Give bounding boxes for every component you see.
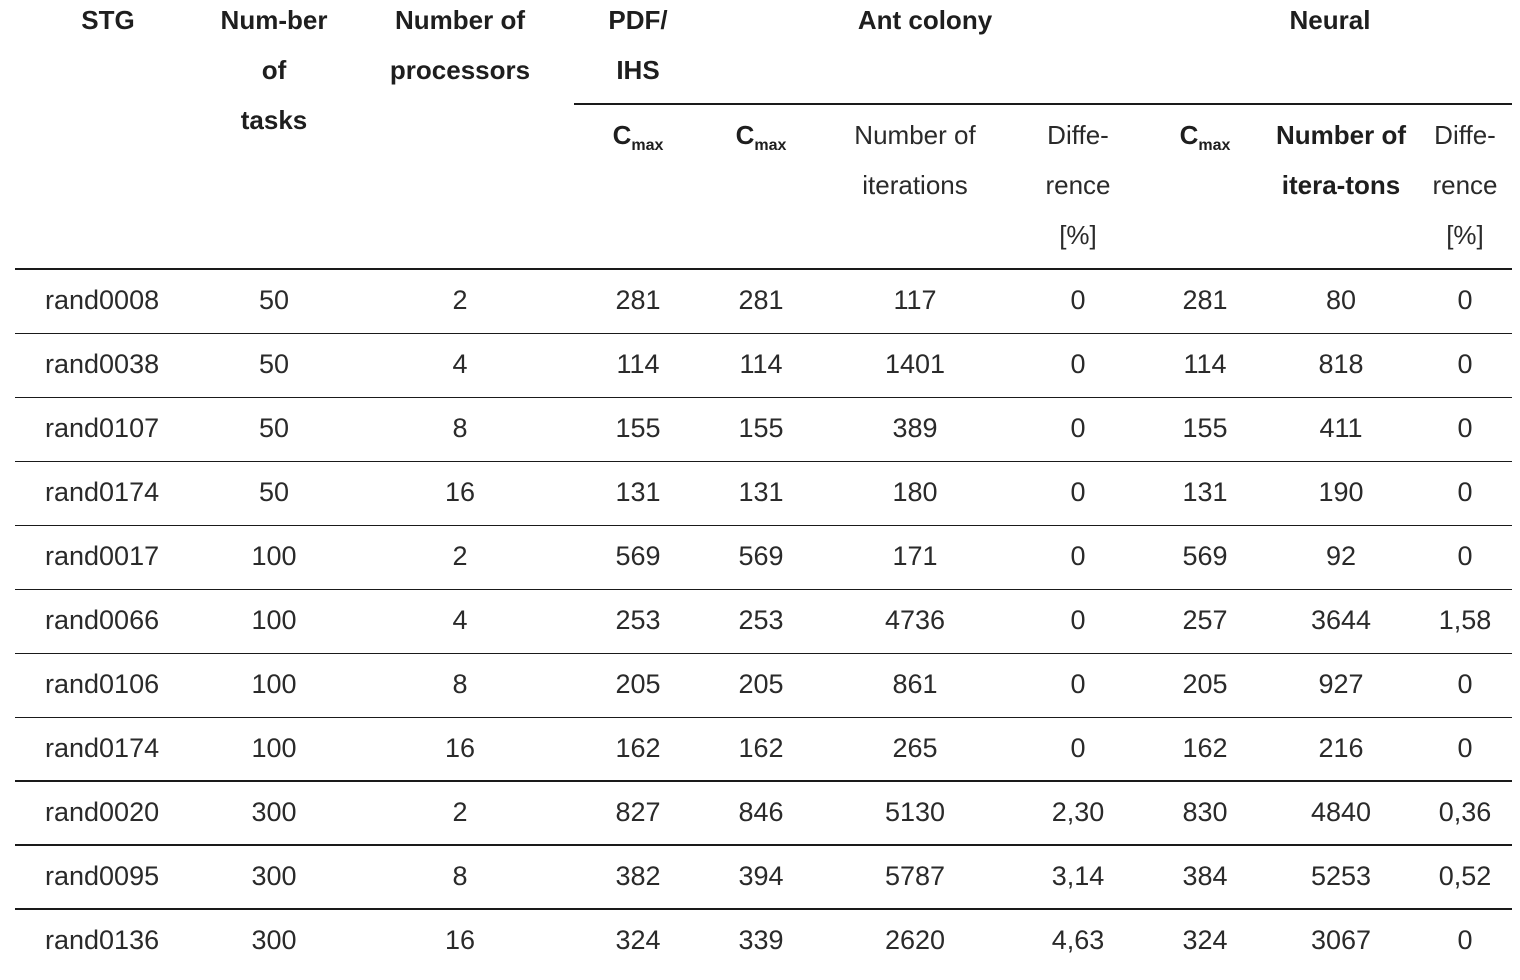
subheader-ant-difference (1028, 110, 1128, 260)
cell-ant-cmax: 394 (738, 861, 784, 891)
header-number-of-tasks (200, 0, 348, 145)
header-tasks-line2: of (261, 55, 287, 85)
cell-neural-cmax: 114 (1183, 349, 1227, 379)
cell-neural-difference: 1,58 (1438, 605, 1492, 635)
header-tasks-line3: tasks (240, 105, 308, 135)
header-pdf-line1: PDF/ (608, 5, 668, 35)
cell-neural-difference: 0 (1457, 477, 1473, 507)
cell-neural-cmax: 324 (1182, 925, 1228, 955)
cell-pdf-cmax: 205 (615, 669, 661, 699)
header-stg (58, 0, 158, 45)
cell-neural-cmax: 384 (1182, 861, 1228, 891)
nn-diff-line2: rence (1432, 170, 1498, 200)
subheader-ant-iterations (830, 110, 1000, 210)
cell-neural-difference: 0,52 (1438, 861, 1492, 891)
cell-ant-cmax: 114 (739, 349, 783, 379)
cell-neural-iterations: 4840 (1310, 797, 1372, 827)
cell-tasks: 50 (258, 477, 290, 507)
cell-processors: 8 (452, 669, 468, 699)
cell-neural-iterations: 818 (1318, 349, 1364, 379)
header-group-rule (574, 103, 1512, 105)
cell-ant-iterations: 265 (892, 733, 938, 763)
header-ant-label: Ant colony (857, 5, 993, 35)
cell-processors: 16 (444, 733, 476, 763)
cell-ant-difference: 2,30 (1051, 797, 1105, 827)
cell-ant-difference: 0 (1070, 605, 1086, 635)
cell-neural-cmax: 155 (1182, 413, 1228, 443)
subheader-ant-cmax (721, 110, 801, 171)
cell-ant-cmax: 162 (738, 733, 784, 763)
cell-processors: 4 (452, 349, 468, 379)
subheader-neural-iterations (1262, 110, 1420, 210)
cell-tasks: 300 (251, 797, 297, 827)
cell-neural-iterations: 3067 (1310, 925, 1372, 955)
table-row (15, 270, 1512, 334)
cmax-c: C (612, 120, 632, 150)
header-processors-line1: Number of (395, 5, 525, 35)
cell-processors: 4 (452, 605, 468, 635)
cell-ant-iterations: 861 (892, 669, 938, 699)
cell-neural-difference: 0 (1457, 925, 1473, 955)
cell-neural-cmax: 162 (1182, 733, 1228, 763)
table-row (15, 462, 1512, 526)
cell-stg: rand0136 (45, 925, 160, 955)
cmax-c: C (735, 120, 755, 150)
cell-pdf-cmax: 569 (615, 541, 661, 571)
cell-processors: 16 (444, 477, 476, 507)
cmax-subscript: max (631, 137, 664, 154)
header-processors-line2: processors (389, 55, 531, 85)
table-row (15, 334, 1512, 398)
table-row (15, 782, 1512, 846)
cell-stg: rand0174 (45, 733, 160, 763)
cell-neural-difference: 0 (1457, 285, 1473, 315)
cell-neural-cmax: 205 (1182, 669, 1228, 699)
cell-neural-cmax: 257 (1182, 605, 1228, 635)
cell-neural-iterations: 216 (1318, 733, 1364, 763)
header-ant-colony (790, 0, 1060, 45)
cell-ant-cmax: 155 (738, 413, 784, 443)
cell-stg: rand0020 (45, 797, 160, 827)
nn-diff-line3: [%] (1446, 220, 1484, 250)
ant-iter-line2: iterations (862, 170, 968, 200)
cell-ant-iterations: 171 (892, 541, 938, 571)
cell-stg: rand0066 (45, 605, 160, 635)
cell-stg: rand0106 (45, 669, 160, 699)
cell-neural-iterations: 190 (1318, 477, 1364, 507)
cell-processors: 2 (452, 285, 468, 315)
cell-neural-iterations: 80 (1325, 285, 1357, 315)
cell-ant-difference: 0 (1070, 669, 1086, 699)
cell-ant-difference: 0 (1070, 349, 1086, 379)
cell-ant-cmax: 205 (738, 669, 784, 699)
cell-neural-cmax: 131 (1182, 477, 1228, 507)
subheader-neural-cmax (1165, 110, 1245, 171)
cell-neural-cmax: 830 (1182, 797, 1228, 827)
cell-ant-difference: 0 (1070, 477, 1086, 507)
table-row (15, 398, 1512, 462)
ant-diff-line1: Diffe- (1047, 120, 1109, 150)
nn-iter-line1: Number of (1276, 120, 1406, 150)
header-neural (1230, 0, 1430, 45)
cell-neural-difference: 0 (1457, 733, 1473, 763)
subheader-pdf-cmax (598, 110, 678, 171)
cell-tasks: 50 (258, 413, 290, 443)
cell-ant-cmax: 131 (738, 477, 784, 507)
table-row (15, 590, 1512, 654)
cell-neural-difference: 0,36 (1438, 797, 1492, 827)
cell-tasks: 100 (251, 605, 297, 635)
cell-pdf-cmax: 324 (615, 925, 661, 955)
cell-tasks: 50 (258, 285, 290, 315)
ant-diff-line3: [%] (1059, 220, 1097, 250)
cell-ant-difference: 0 (1070, 541, 1086, 571)
cell-neural-iterations: 92 (1325, 541, 1357, 571)
table-row (15, 846, 1512, 910)
cell-pdf-cmax: 131 (615, 477, 661, 507)
cell-stg: rand0008 (45, 285, 160, 315)
cell-tasks: 100 (251, 541, 297, 571)
ant-iter-line1: Number of (854, 120, 976, 150)
cell-ant-cmax: 569 (738, 541, 784, 571)
nn-iter-line2: itera-tons (1281, 170, 1401, 200)
cell-ant-cmax: 281 (738, 285, 784, 315)
cell-ant-cmax: 253 (738, 605, 784, 635)
cell-stg: rand0107 (45, 413, 160, 443)
cell-neural-difference: 0 (1457, 413, 1473, 443)
cell-pdf-cmax: 382 (615, 861, 661, 891)
cell-neural-cmax: 569 (1182, 541, 1228, 571)
header-number-of-processors (370, 0, 550, 95)
cell-ant-iterations: 180 (892, 477, 938, 507)
cell-ant-difference: 0 (1070, 733, 1086, 763)
cell-tasks: 50 (258, 349, 290, 379)
header-pdf-ihs (590, 0, 686, 95)
cell-pdf-cmax: 281 (615, 285, 661, 315)
cell-processors: 16 (444, 925, 476, 955)
cmax-subscript: max (1198, 137, 1231, 154)
table-row (15, 910, 1512, 974)
cell-ant-difference: 3,14 (1051, 861, 1105, 891)
cell-ant-difference: 0 (1070, 285, 1086, 315)
cell-ant-iterations: 5787 (884, 861, 946, 891)
table-row (15, 526, 1512, 590)
subheader-neural-difference (1418, 110, 1512, 260)
cell-stg: rand0095 (45, 861, 160, 891)
cell-tasks: 300 (251, 925, 297, 955)
cell-neural-iterations: 3644 (1310, 605, 1372, 635)
header-neural-label: Neural (1289, 5, 1371, 35)
cell-ant-difference: 0 (1070, 413, 1086, 443)
cmax-c: C (1179, 120, 1199, 150)
cell-ant-cmax: 339 (738, 925, 784, 955)
cell-stg: rand0038 (45, 349, 160, 379)
cell-ant-iterations: 1401 (884, 349, 946, 379)
cell-tasks: 100 (251, 733, 297, 763)
cmax-subscript: max (754, 137, 787, 154)
cell-neural-iterations: 5253 (1310, 861, 1372, 891)
cell-neural-iterations: 927 (1318, 669, 1364, 699)
cell-stg: rand0017 (45, 541, 160, 571)
cell-neural-difference: 0 (1457, 669, 1473, 699)
cell-ant-iterations: 2620 (884, 925, 946, 955)
cell-ant-iterations: 117 (893, 285, 937, 315)
table-row (15, 654, 1512, 718)
cell-ant-difference: 4,63 (1051, 925, 1105, 955)
header-pdf-line2: IHS (616, 55, 660, 85)
cell-ant-iterations: 389 (892, 413, 938, 443)
cell-ant-cmax: 846 (738, 797, 784, 827)
header-tasks-line1: Num-ber (220, 5, 328, 35)
cell-ant-iterations: 5130 (884, 797, 946, 827)
cell-tasks: 300 (251, 861, 297, 891)
cell-processors: 8 (452, 861, 468, 891)
ant-diff-line2: rence (1045, 170, 1111, 200)
cell-pdf-cmax: 827 (615, 797, 661, 827)
cell-tasks: 100 (251, 669, 297, 699)
cell-neural-cmax: 281 (1182, 285, 1228, 315)
cell-stg: rand0174 (45, 477, 160, 507)
cell-processors: 8 (452, 413, 468, 443)
cell-pdf-cmax: 155 (615, 413, 661, 443)
cell-pdf-cmax: 114 (616, 349, 660, 379)
cell-processors: 2 (452, 797, 468, 827)
cell-pdf-cmax: 162 (615, 733, 661, 763)
cell-neural-difference: 0 (1457, 541, 1473, 571)
nn-diff-line1: Diffe- (1434, 120, 1496, 150)
cell-pdf-cmax: 253 (615, 605, 661, 635)
cell-neural-difference: 0 (1457, 349, 1473, 379)
table-row (15, 718, 1512, 782)
cell-processors: 2 (452, 541, 468, 571)
cell-ant-iterations: 4736 (884, 605, 946, 635)
cell-neural-iterations: 411 (1319, 413, 1363, 443)
header-stg-label: STG (81, 5, 135, 35)
